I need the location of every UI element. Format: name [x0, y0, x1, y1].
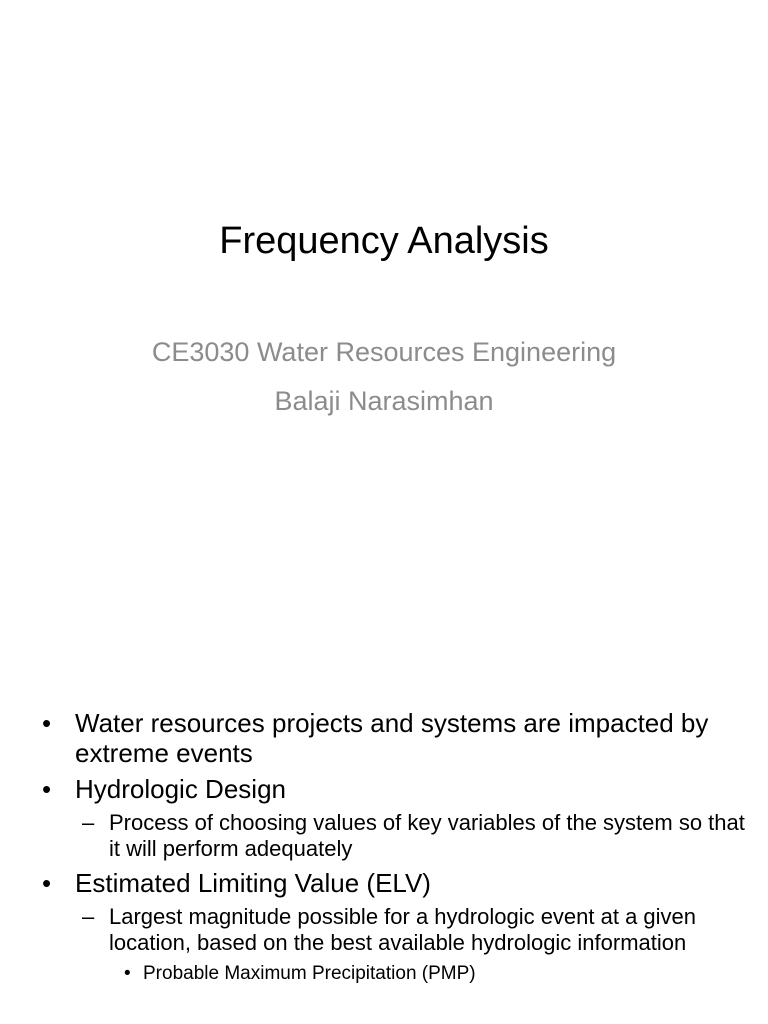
dash-marker: – — [82, 810, 95, 835]
bullet-text: Estimated Limiting Value (ELV) — [75, 868, 431, 898]
sub-bullet-item — [0, 904, 768, 956]
bullet-list — [0, 708, 768, 986]
author-name: Balaji Narasimhan — [274, 386, 494, 416]
bullet-item — [0, 708, 768, 768]
bullet-marker: • — [42, 868, 52, 898]
sub-bullet-text: Process of choosing values of key variables of the system so that it will perform adequately — [109, 810, 745, 861]
bullet-item — [0, 868, 768, 898]
sub-bullet-item — [0, 810, 768, 862]
content-slide — [0, 684, 768, 1024]
bullet-text: Water resources projects and systems are impacted by extreme events — [75, 708, 709, 768]
dash-marker: – — [82, 904, 95, 929]
bullet-marker: • — [124, 963, 131, 984]
slide-title: Frequency Analysis — [219, 220, 549, 262]
sub-sub-bullet-item — [0, 962, 768, 986]
bullet-marker: • — [42, 708, 52, 738]
bullet-marker: • — [42, 774, 52, 804]
sub-sub-bullet-text: Probable Maximum Precipitation (PMP) — [143, 963, 476, 984]
bullet-text: Hydrologic Design — [75, 774, 286, 804]
bullet-item — [0, 774, 768, 804]
course-name: CE3030 Water Resources Engineering — [151, 337, 617, 367]
sub-bullet-text: Largest magnitude possible for a hydrologic event at a given location, based on the best available hydrologic information — [109, 904, 697, 955]
